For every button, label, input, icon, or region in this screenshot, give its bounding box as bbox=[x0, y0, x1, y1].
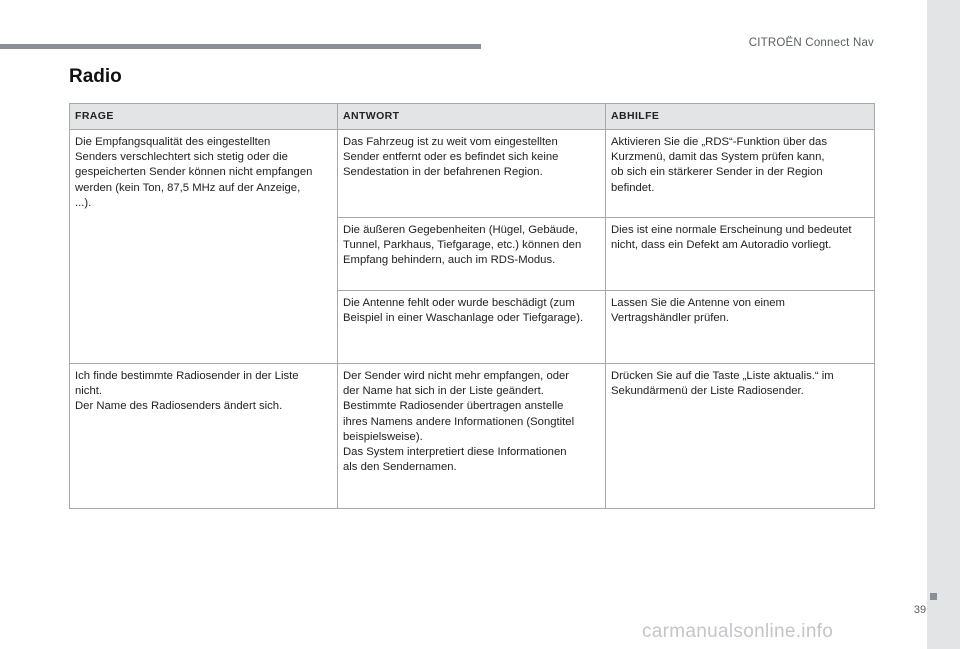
remedy-cell: Aktivieren Sie die „RDS“-Funktion über das Kurzmenü, damit das System prüfen kann, ob sich ein stärkerer Sender in der Region befindet. bbox=[606, 130, 875, 218]
page-marker-square bbox=[930, 593, 937, 600]
brand-label: CITROËN Connect Nav bbox=[748, 37, 874, 49]
right-margin-strip bbox=[927, 0, 960, 649]
table-row bbox=[70, 130, 875, 218]
answer-cell: Die äußeren Gegebenheiten (Hügel, Gebäude, Tunnel, Parkhaus, Tiefgarage, etc.) können den Empfang behindern, auch im RDS-Modus. bbox=[338, 218, 606, 291]
remedy-cell: Lassen Sie die Antenne von einem Vertragshändler prüfen. bbox=[606, 291, 875, 364]
remedy-cell: Dies ist eine normale Erscheinung und bedeutet nicht, dass ein Defekt am Autoradio vorliegt. bbox=[606, 218, 875, 291]
page-number: 39 bbox=[913, 604, 927, 616]
column-header-remedy: ABHILFE bbox=[606, 104, 875, 130]
answer-cell: Der Sender wird nicht mehr empfangen, oder der Name hat sich in der Liste geändert. Bestimmte Radiosender übertragen anstelle ihres Namens andere Informationen (Songtitel beispielsweise). Das System interpretiert diese Informationen als den Sendernamen. bbox=[338, 364, 606, 509]
top-rule bbox=[0, 44, 481, 49]
answer-cell: Das Fahrzeug ist zu weit vom eingestellten Sender entfernt oder es befindet sich keine Sendestation in der befahrenen Region. bbox=[338, 130, 606, 218]
section-title: Radio bbox=[69, 66, 122, 87]
column-header-question: FRAGE bbox=[70, 104, 338, 130]
question-cell: Die Empfangsqualität des eingestellten Senders verschlechtert sich stetig oder die gespeicherten Sender können nicht empfangen werden (kein Ton, 87,5 MHz auf der Anzeige, ...). bbox=[70, 130, 338, 364]
table-row bbox=[70, 364, 875, 509]
faq-table bbox=[69, 103, 875, 509]
question-cell: Ich finde bestimmte Radiosender in der Liste nicht. Der Name des Radiosenders ändert sich. bbox=[70, 364, 338, 509]
table-header-row bbox=[70, 104, 875, 130]
answer-cell: Die Antenne fehlt oder wurde beschädigt (zum Beispiel in einer Waschanlage oder Tiefgarage). bbox=[338, 291, 606, 364]
watermark-text: carmanualsonline.info bbox=[642, 621, 834, 642]
column-header-answer: ANTWORT bbox=[338, 104, 606, 130]
remedy-cell: Drücken Sie auf die Taste „Liste aktualis.“ im Sekundärmenü der Liste Radiosender. bbox=[606, 364, 875, 509]
